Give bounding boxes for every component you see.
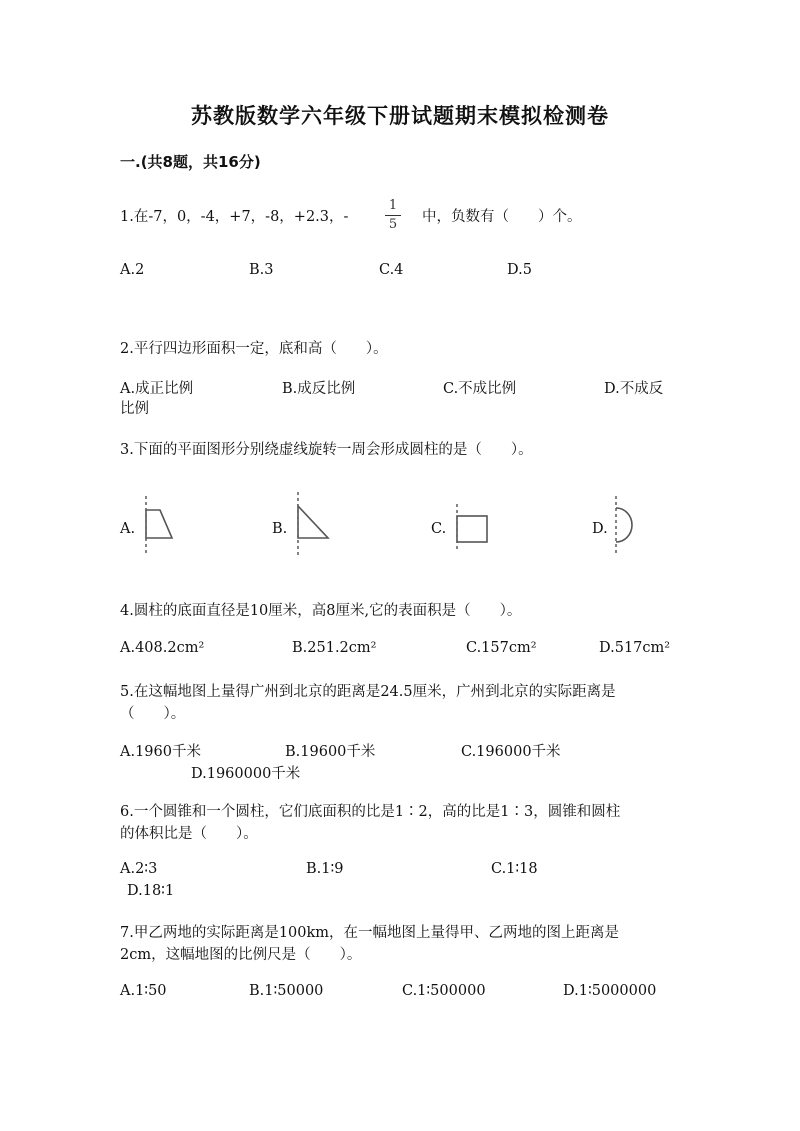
q3-option-a[interactable]: A.	[120, 521, 136, 537]
fraction-numerator: 1	[388, 198, 398, 213]
q5-option-b[interactable]: B.19600千米	[285, 744, 376, 760]
question-2-stem: 2.平行四边形面积一定，底和高（ ）。	[120, 341, 388, 357]
question-1-stem: 1.在-7，0，-4，+7，-8，+2.3，-	[120, 209, 349, 225]
question-6-stem-line2: 的体积比是（ ）。	[120, 826, 258, 842]
semicircle-figure	[608, 494, 644, 556]
fraction-denominator: 5	[388, 217, 398, 232]
q3-option-b[interactable]: B.	[272, 521, 288, 537]
q1-option-a[interactable]: A.2	[120, 262, 145, 278]
fraction	[383, 199, 403, 232]
q4-option-c[interactable]: C.157cm²	[466, 640, 537, 656]
section-heading: 一.(共8题，共16分)	[120, 153, 261, 171]
q6-option-a[interactable]: A.2∶3	[120, 861, 158, 877]
q2-option-c[interactable]: C.不成比例	[443, 381, 517, 397]
q5-option-c[interactable]: C.196000千米	[461, 744, 561, 760]
q7-option-b[interactable]: B.1∶50000	[249, 983, 324, 999]
q7-option-d[interactable]: D.1∶5000000	[563, 983, 657, 999]
q2-option-a[interactable]: A.成正比例	[120, 381, 194, 397]
q6-option-c[interactable]: C.1∶18	[491, 861, 538, 877]
q4-option-d[interactable]: D.517cm²	[599, 640, 671, 656]
q3-option-d[interactable]: D.	[592, 521, 608, 537]
question-3-stem: 3.下面的平面图形分别绕虚线旋转一周会形成圆柱的是（ ）。	[120, 442, 533, 458]
question-5-stem-line2: （ ）。	[120, 706, 186, 722]
question-5-stem: 5.在这幅地图上量得广州到北京的距离是24.5厘米，广州到北京的实际距离是	[120, 684, 616, 700]
q1-option-c[interactable]: C.4	[379, 262, 404, 278]
q7-option-a[interactable]: A.1∶50	[120, 983, 167, 999]
fraction-bar	[385, 215, 401, 216]
q2-option-d-wrap: 比例	[120, 401, 149, 417]
q2-option-d[interactable]: D.不成反	[604, 381, 664, 397]
q7-option-c[interactable]: C.1∶500000	[402, 983, 486, 999]
q1-option-b[interactable]: B.3	[249, 262, 274, 278]
q2-option-b[interactable]: B.成反比例	[282, 381, 356, 397]
q4-option-a[interactable]: A.408.2cm²	[120, 640, 205, 656]
trapezoid-figure	[140, 494, 180, 556]
q5-option-a[interactable]: A.1960千米	[120, 744, 201, 760]
q4-option-b[interactable]: B.251.2cm²	[292, 640, 377, 656]
q6-option-b[interactable]: B.1∶9	[306, 861, 344, 877]
question-1-stem-tail: 中，负数有（ ）个。	[422, 209, 582, 225]
question-7-stem-line2: 2cm，这幅地图的比例尺是（ ）。	[120, 947, 362, 963]
question-6-stem: 6.一个圆锥和一个圆柱，它们底面积的比是1∶2，高的比是1∶3，圆锥和圆柱	[120, 804, 621, 820]
question-4-stem: 4.圆柱的底面直径是10厘米，高8厘米,它的表面积是（ ）。	[120, 603, 522, 619]
q1-option-d[interactable]: D.5	[507, 262, 532, 278]
right-triangle-figure	[292, 490, 336, 558]
q3-option-c[interactable]: C.	[431, 521, 447, 537]
rectangle-figure	[451, 502, 491, 552]
question-7-stem: 7.甲乙两地的实际距离是100km，在一幅地图上量得甲、乙两地的图上距离是	[120, 925, 620, 941]
q6-option-d[interactable]: D.18∶1	[127, 883, 175, 899]
q5-option-d[interactable]: D.1960000千米	[191, 766, 301, 782]
page-title: 苏教版数学六年级下册试题期末模拟检测卷	[191, 104, 609, 128]
